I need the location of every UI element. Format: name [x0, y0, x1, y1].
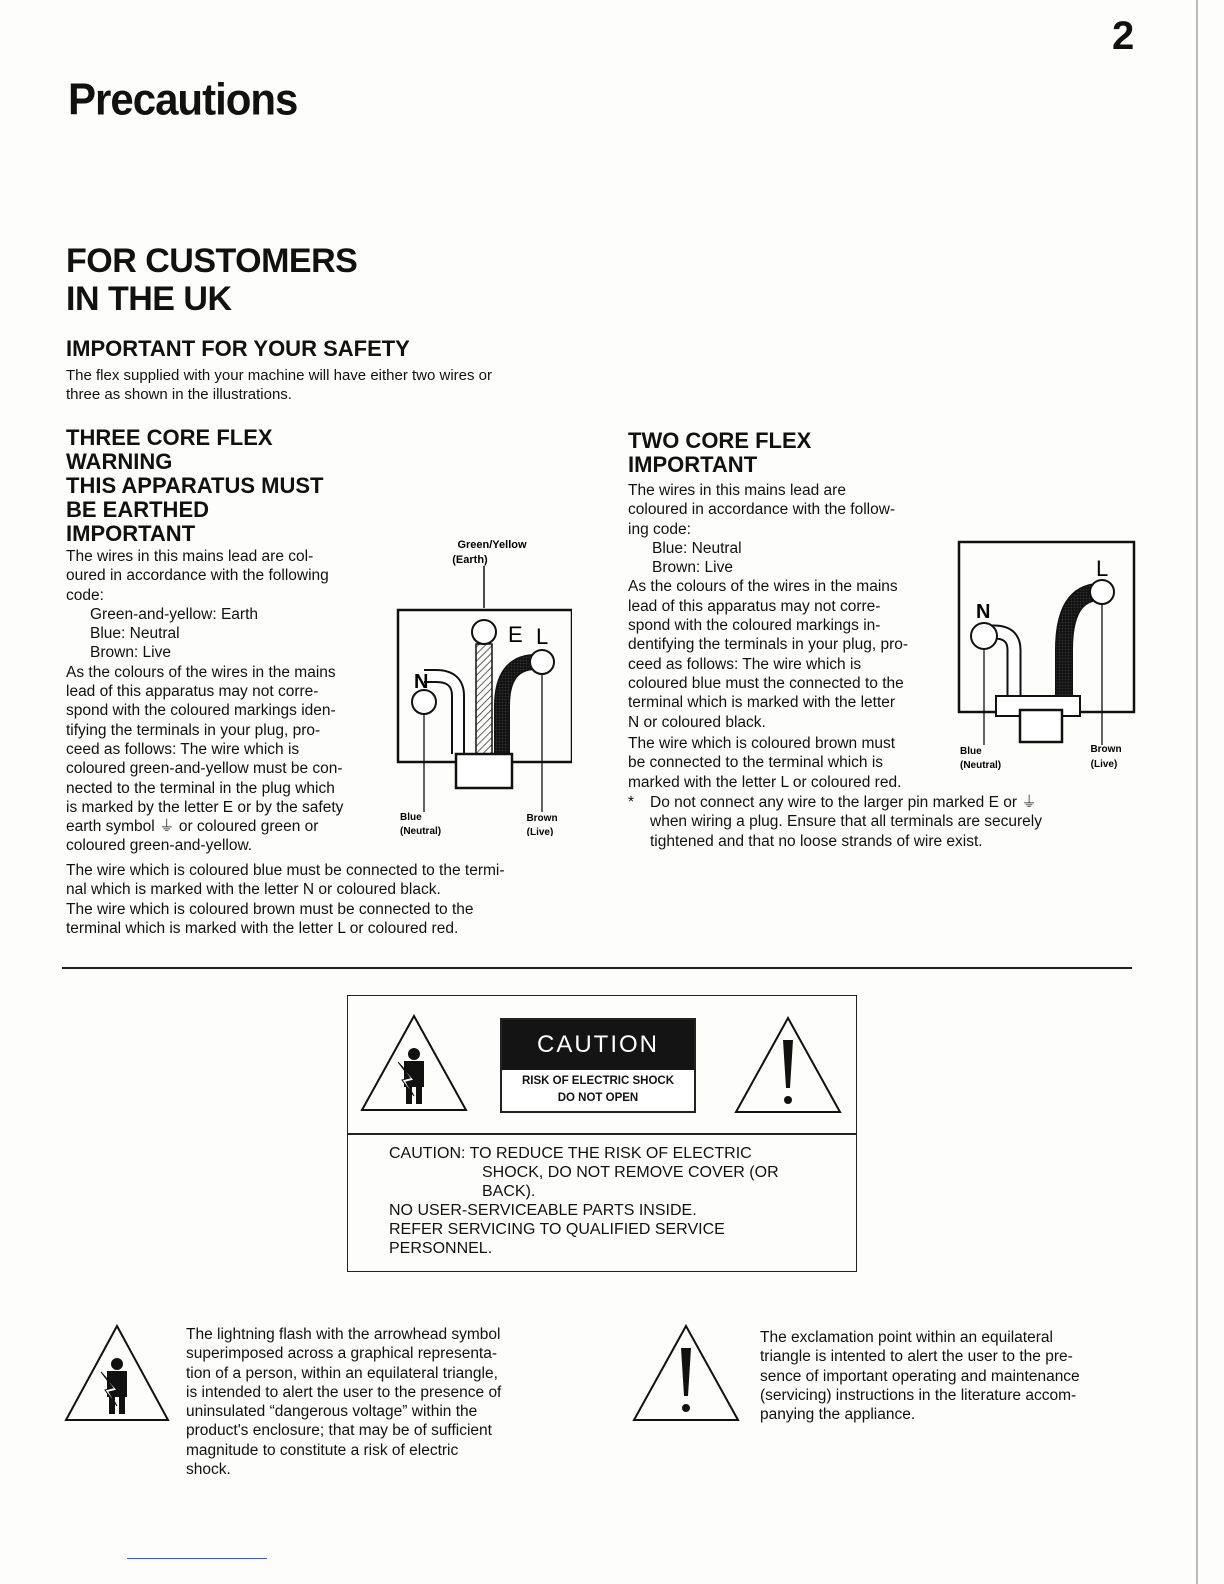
neutral-label: (Neutral) [400, 826, 442, 836]
heading-line: THREE CORE FLEX [66, 425, 273, 450]
intro-line: The flex supplied with your machine will have either two wires or [66, 367, 493, 384]
two-core-heading [628, 429, 811, 477]
three-core-body [66, 547, 392, 856]
heading-line: IMPORTANT [66, 521, 196, 546]
page-number: 2 [1112, 14, 1135, 58]
note-line: sence of important operating and maintenance [760, 1367, 1080, 1385]
exclamation-icon [732, 1014, 844, 1116]
body-line: The wires in this mains lead are [628, 482, 846, 499]
body-line: ceed as follows: The wire which is [628, 655, 862, 673]
body-line: As the colours of the wires in the mains [66, 663, 336, 681]
body-line: marked with the letter L or coloured red. [628, 773, 902, 791]
page-title: Precautions [68, 74, 298, 125]
caution-sub-line: DO NOT OPEN [557, 1092, 639, 1104]
lightning-symbol-note [186, 1325, 558, 1479]
body-line: spond with the coloured markings in- [628, 617, 881, 635]
plug-two-core-diagram [956, 540, 1136, 772]
note-line: The lightning flash with the arrowhead symbol [186, 1326, 501, 1343]
body-line: oured in accordance with the following [66, 567, 329, 585]
code-line: Brown: Live [652, 559, 733, 577]
body-line: nected to the terminal in the plug which [66, 779, 335, 797]
caution-sub-line: RISK OF ELECTRIC SHOCK [521, 1075, 675, 1087]
body-line: The wires in this mains lead are col- [66, 548, 314, 565]
neutral-label: (Neutral) [960, 760, 1002, 771]
body-line: coloured green-and-yellow. [66, 837, 253, 855]
live-label: (Live) [526, 827, 554, 836]
body-line: coloured green-and-yellow must be con- [66, 760, 343, 778]
heading-line: IMPORTANT [628, 452, 758, 477]
note-line: uninsulated “dangerous voltage” within the [186, 1403, 478, 1421]
caution-line: PERSONNEL. [389, 1240, 493, 1257]
body-line: tifying the terminals in your plug, pro- [66, 721, 321, 739]
body-line: terminal which is marked with the letter [628, 694, 896, 712]
intro-line: three as shown in the illustrations. [66, 386, 292, 403]
caution-label [500, 1018, 696, 1113]
section-divider [62, 967, 1132, 969]
lightning-person-icon [62, 1322, 172, 1424]
body-line: terminal which is marked with the letter L or coloured red. [66, 919, 459, 937]
note-line: panying the appliance. [760, 1406, 916, 1424]
exclamation-symbol-note [760, 1328, 1136, 1424]
terminal-n-label: N [414, 671, 429, 693]
section-heading [66, 242, 357, 318]
heading-line: TWO CORE FLEX [628, 428, 812, 453]
exclamation-icon [630, 1322, 742, 1424]
body-line: N or coloured black. [628, 713, 766, 731]
body-line: As the colours of the wires in the mains [628, 578, 898, 596]
body-line: ceed as follows: The wire which is [66, 740, 300, 758]
body-line: The wire which is coloured brown must [628, 735, 896, 752]
note-line: Do not connect any wire to the larger pin marked E or ⏚ [650, 794, 1037, 811]
earth-label: Green/Yellow [457, 539, 527, 551]
caution-line: BACK). [482, 1183, 536, 1200]
two-core-body-2 [628, 734, 956, 792]
footer-line [127, 1558, 267, 1559]
earth-label-sub: (Earth) [452, 554, 488, 566]
note-line: tightened and that no loose strands of wire exist. [650, 832, 983, 850]
three-core-heading [66, 426, 323, 546]
caution-banner: CAUTION [502, 1020, 694, 1070]
safety-subheading: IMPORTANT FOR YOUR SAFETY [66, 336, 410, 361]
code-line: Green-and-yellow: Earth [90, 605, 258, 623]
body-line: spond with the coloured markings iden- [66, 702, 336, 720]
note-line: The exclamation point within an equilateral [760, 1329, 1053, 1346]
brown-label: Brown [1090, 744, 1122, 755]
caution-line: CAUTION: TO REDUCE THE RISK OF ELECTRIC [389, 1145, 752, 1162]
heading-line: THIS APPARATUS MUST [66, 473, 324, 498]
live-label: (Live) [1090, 759, 1118, 770]
body-line: nal which is marked with the letter N or coloured black. [66, 881, 441, 899]
blue-label: Blue [400, 812, 422, 823]
note-line: when wiring a plug. Ensure that all terminals are securely [650, 813, 1042, 831]
body-line: lead of this apparatus may not corre- [66, 683, 319, 701]
intro-text [66, 366, 606, 404]
body-line: is marked by the letter E or by the safety [66, 798, 344, 816]
caution-text [389, 1144, 829, 1258]
body-line: coloured in accordance with the follow- [628, 501, 896, 519]
terminal-n-label: N [976, 601, 991, 623]
two-core-body [628, 481, 956, 732]
caution-panel-divider [347, 1133, 857, 1135]
code-line: Blue: Neutral [90, 625, 180, 643]
lightning-person-icon [358, 1012, 470, 1114]
caution-line: NO USER-SERVICEABLE PARTS INSIDE. [389, 1202, 697, 1219]
terminal-e-label: E [508, 622, 523, 647]
note-line: triangle is intented to alert the user to the pre- [760, 1348, 1073, 1366]
section-heading-line: IN THE UK [66, 280, 232, 318]
body-line: The wire which is coloured blue must be connected to the termi- [66, 862, 505, 879]
terminal-l-label: L [536, 624, 549, 649]
note-line: shock. [186, 1461, 231, 1479]
body-line: dentifying the terminals in your plug, pro- [628, 636, 909, 654]
wiring-note [628, 793, 1148, 851]
body-line: coloured blue must the connected to the [628, 674, 904, 692]
body-line: lead of this apparatus may not corre- [628, 597, 881, 615]
note-bullet: * [628, 794, 635, 811]
note-line: magnitude to constitute a risk of electric [186, 1441, 459, 1459]
code-line: Blue: Neutral [652, 539, 742, 557]
caution-line: SHOCK, DO NOT REMOVE COVER (OR [482, 1164, 779, 1181]
note-line: (servicing) instructions in the literature accom- [760, 1386, 1077, 1404]
body-line: earth symbol ⏚ or coloured green or [66, 818, 319, 836]
caution-line: REFER SERVICING TO QUALIFIED SERVICE [389, 1221, 725, 1238]
three-core-instructions [66, 861, 586, 938]
heading-line: BE EARTHED [66, 497, 210, 522]
body-line: be connected to the terminal which is [628, 754, 884, 772]
heading-line: WARNING [66, 449, 173, 474]
body-line: ing code: [628, 520, 691, 538]
note-line: tion of a person, within an equilateral triangle, [186, 1364, 498, 1382]
plug-three-core-diagram [396, 536, 572, 836]
body-line: code: [66, 586, 104, 604]
code-line: Brown: Live [90, 644, 171, 662]
blue-label: Blue [960, 746, 982, 757]
section-heading-line: FOR CUSTOMERS [66, 242, 358, 280]
note-line: product's enclosure; that may be of sufficient [186, 1422, 492, 1440]
brown-label: Brown [526, 813, 558, 824]
body-line: The wire which is coloured brown must be connected to the [66, 900, 474, 918]
note-line: superimposed across a graphical representa- [186, 1345, 498, 1363]
note-line: is intended to alert the user to the presence of [186, 1383, 502, 1401]
terminal-l-label: L [1096, 556, 1109, 581]
scan-edge [1196, 0, 1198, 1584]
